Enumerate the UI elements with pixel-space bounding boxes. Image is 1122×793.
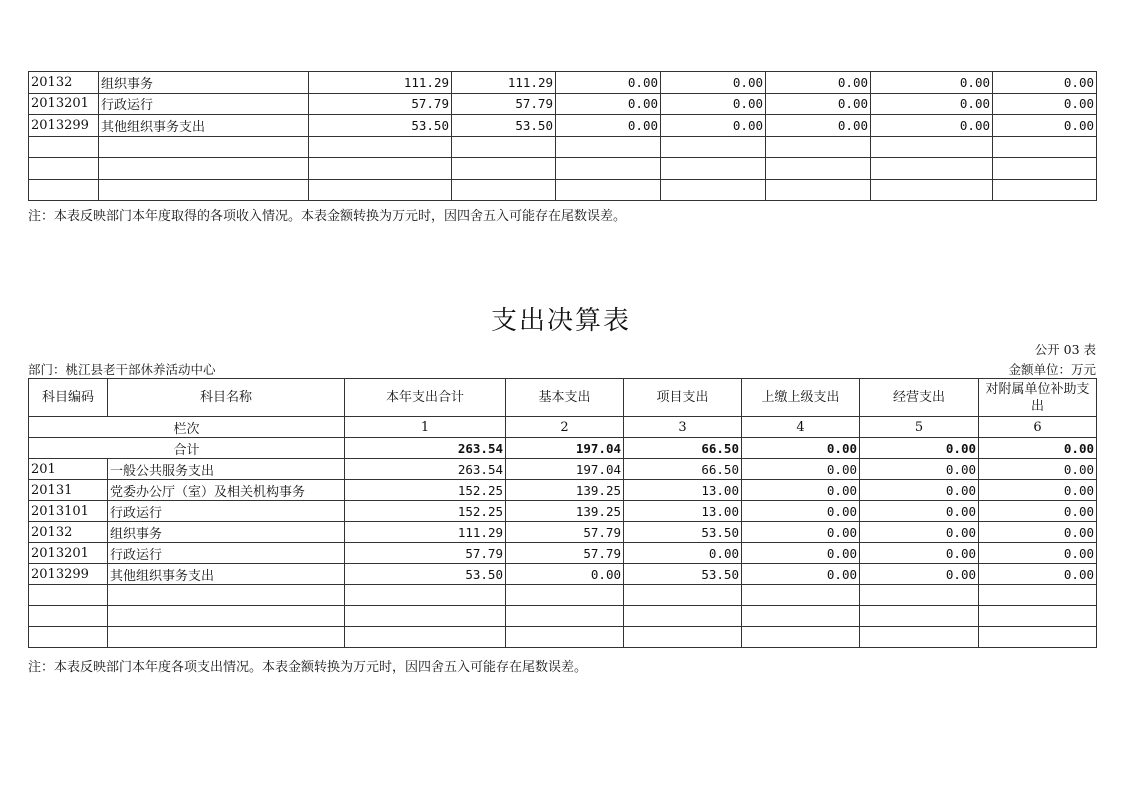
subject-code: 20131	[29, 480, 108, 501]
column-number: 6	[979, 417, 1097, 438]
amount-cell: 0.00	[742, 501, 860, 522]
empty-row	[29, 179, 1097, 201]
amount-cell: 13.00	[624, 480, 742, 501]
column-header: 项目支出	[624, 379, 742, 417]
amount-cell: 53.50	[345, 564, 506, 585]
table-row	[29, 522, 1097, 543]
column-number: 4	[742, 417, 860, 438]
amount-cell: 53.50	[452, 115, 556, 137]
amount-cell: 0.00	[742, 459, 860, 480]
empty-row	[29, 136, 1097, 158]
amount-cell: 53.50	[624, 564, 742, 585]
amount-cell: 13.00	[624, 501, 742, 522]
amount-cell: 0.00	[556, 93, 661, 115]
subject-code: 2013299	[29, 564, 108, 585]
empty-row	[29, 627, 1097, 648]
amount-cell: 0.00	[661, 72, 766, 94]
amount-cell: 111.29	[345, 522, 506, 543]
column-number-row	[29, 417, 1097, 438]
expense-table-body	[29, 379, 1097, 648]
subject-name: 行政运行	[108, 543, 345, 564]
total-cell: 0.00	[860, 438, 979, 459]
table-row	[29, 72, 1097, 94]
column-number: 3	[624, 417, 742, 438]
amount-cell: 0.00	[993, 72, 1097, 94]
table-row	[29, 115, 1097, 137]
amount-cell: 0.00	[860, 459, 979, 480]
table-row	[29, 543, 1097, 564]
amount-cell: 0.00	[742, 543, 860, 564]
amount-cell: 66.50	[624, 459, 742, 480]
amount-cell: 0.00	[860, 564, 979, 585]
subject-code: 201	[29, 459, 108, 480]
amount-cell: 0.00	[860, 480, 979, 501]
expense-table-note: 注：本表反映部门本年度各项支出情况。本表金额转换为万元时，因四舍五入可能存在尾数误差。	[28, 660, 588, 675]
column-header: 上缴上级支出	[742, 379, 860, 417]
amount-cell: 0.00	[979, 480, 1097, 501]
column-header: 科目名称	[108, 379, 345, 417]
amount-cell: 0.00	[766, 72, 871, 94]
amount-cell: 0.00	[860, 543, 979, 564]
subject-name: 党委办公厅（室）及相关机构事务	[108, 480, 345, 501]
income-table-body	[29, 72, 1097, 201]
amount-cell: 57.79	[345, 543, 506, 564]
amount-cell: 0.00	[766, 115, 871, 137]
column-number: 1	[345, 417, 506, 438]
amount-cell: 152.25	[345, 501, 506, 522]
amount-cell: 0.00	[860, 501, 979, 522]
empty-row	[29, 585, 1097, 606]
amount-cell: 0.00	[871, 93, 993, 115]
subject-name: 其他组织事务支出	[108, 564, 345, 585]
subject-name: 其他组织事务支出	[99, 115, 309, 137]
amount-cell: 0.00	[624, 543, 742, 564]
subject-code: 20132	[29, 522, 108, 543]
table-number: 公开 03 表	[1034, 342, 1096, 357]
amount-cell: 0.00	[506, 564, 624, 585]
amount-cell: 0.00	[979, 522, 1097, 543]
subject-name: 行政运行	[108, 501, 345, 522]
subject-code: 2013299	[29, 115, 99, 137]
column-number: 2	[506, 417, 624, 438]
amount-cell: 0.00	[556, 72, 661, 94]
amount-cell: 0.00	[661, 115, 766, 137]
amount-cell: 0.00	[661, 93, 766, 115]
subject-name: 组织事务	[108, 522, 345, 543]
subject-code: 20132	[29, 72, 99, 94]
column-header: 科目编码	[29, 379, 108, 417]
amount-cell: 0.00	[979, 501, 1097, 522]
amount-cell: 0.00	[860, 522, 979, 543]
amount-cell: 111.29	[309, 72, 452, 94]
amount-cell: 0.00	[871, 115, 993, 137]
income-table-note: 注：本表反映部门本年度取得的各项收入情况。本表金额转换为万元时，因四舍五入可能存在尾数误差。	[28, 209, 627, 224]
total-cell: 197.04	[506, 438, 624, 459]
table-row	[29, 501, 1097, 522]
column-header: 对附属单位补助支出	[979, 379, 1097, 417]
amount-cell: 111.29	[452, 72, 556, 94]
table-row	[29, 459, 1097, 480]
total-cell: 66.50	[624, 438, 742, 459]
table-row	[29, 93, 1097, 115]
amount-cell: 152.25	[345, 480, 506, 501]
amount-cell: 57.79	[506, 522, 624, 543]
subject-code: 2013201	[29, 93, 99, 115]
amount-cell: 0.00	[556, 115, 661, 137]
column-number: 5	[860, 417, 979, 438]
empty-row	[29, 606, 1097, 627]
department-label: 部门：桃江县老干部休养活动中心	[28, 362, 216, 377]
subject-code: 2013201	[29, 543, 108, 564]
amount-cell: 0.00	[993, 93, 1097, 115]
amount-cell: 57.79	[506, 543, 624, 564]
amount-cell: 0.00	[871, 72, 993, 94]
amount-cell: 0.00	[742, 564, 860, 585]
page-title: 支出决算表	[490, 306, 631, 336]
amount-cell: 0.00	[742, 480, 860, 501]
subject-name: 组织事务	[99, 72, 309, 94]
amount-cell: 139.25	[506, 480, 624, 501]
table-row	[29, 564, 1097, 585]
amount-cell: 57.79	[452, 93, 556, 115]
amount-cell: 57.79	[309, 93, 452, 115]
amount-cell: 53.50	[309, 115, 452, 137]
total-row	[29, 438, 1097, 459]
empty-row	[29, 158, 1097, 180]
amount-cell: 139.25	[506, 501, 624, 522]
amount-cell: 53.50	[624, 522, 742, 543]
column-label: 栏次	[29, 417, 345, 438]
amount-cell: 0.00	[993, 115, 1097, 137]
amount-cell: 197.04	[506, 459, 624, 480]
column-header: 本年支出合计	[345, 379, 506, 417]
subject-name: 行政运行	[99, 93, 309, 115]
expense-table	[28, 378, 1097, 648]
column-header: 基本支出	[506, 379, 624, 417]
header-row	[29, 379, 1097, 417]
total-cell: 0.00	[979, 438, 1097, 459]
amount-unit-label: 金额单位：万元	[1008, 362, 1096, 377]
amount-cell: 0.00	[979, 564, 1097, 585]
table-row	[29, 480, 1097, 501]
amount-cell: 0.00	[979, 459, 1097, 480]
total-label: 合计	[29, 438, 345, 459]
amount-cell: 263.54	[345, 459, 506, 480]
column-header: 经营支出	[860, 379, 979, 417]
subject-code: 2013101	[29, 501, 108, 522]
subject-name: 一般公共服务支出	[108, 459, 345, 480]
amount-cell: 0.00	[979, 543, 1097, 564]
amount-cell: 0.00	[742, 522, 860, 543]
total-cell: 263.54	[345, 438, 506, 459]
amount-cell: 0.00	[766, 93, 871, 115]
income-table-continuation	[28, 71, 1097, 201]
total-cell: 0.00	[742, 438, 860, 459]
